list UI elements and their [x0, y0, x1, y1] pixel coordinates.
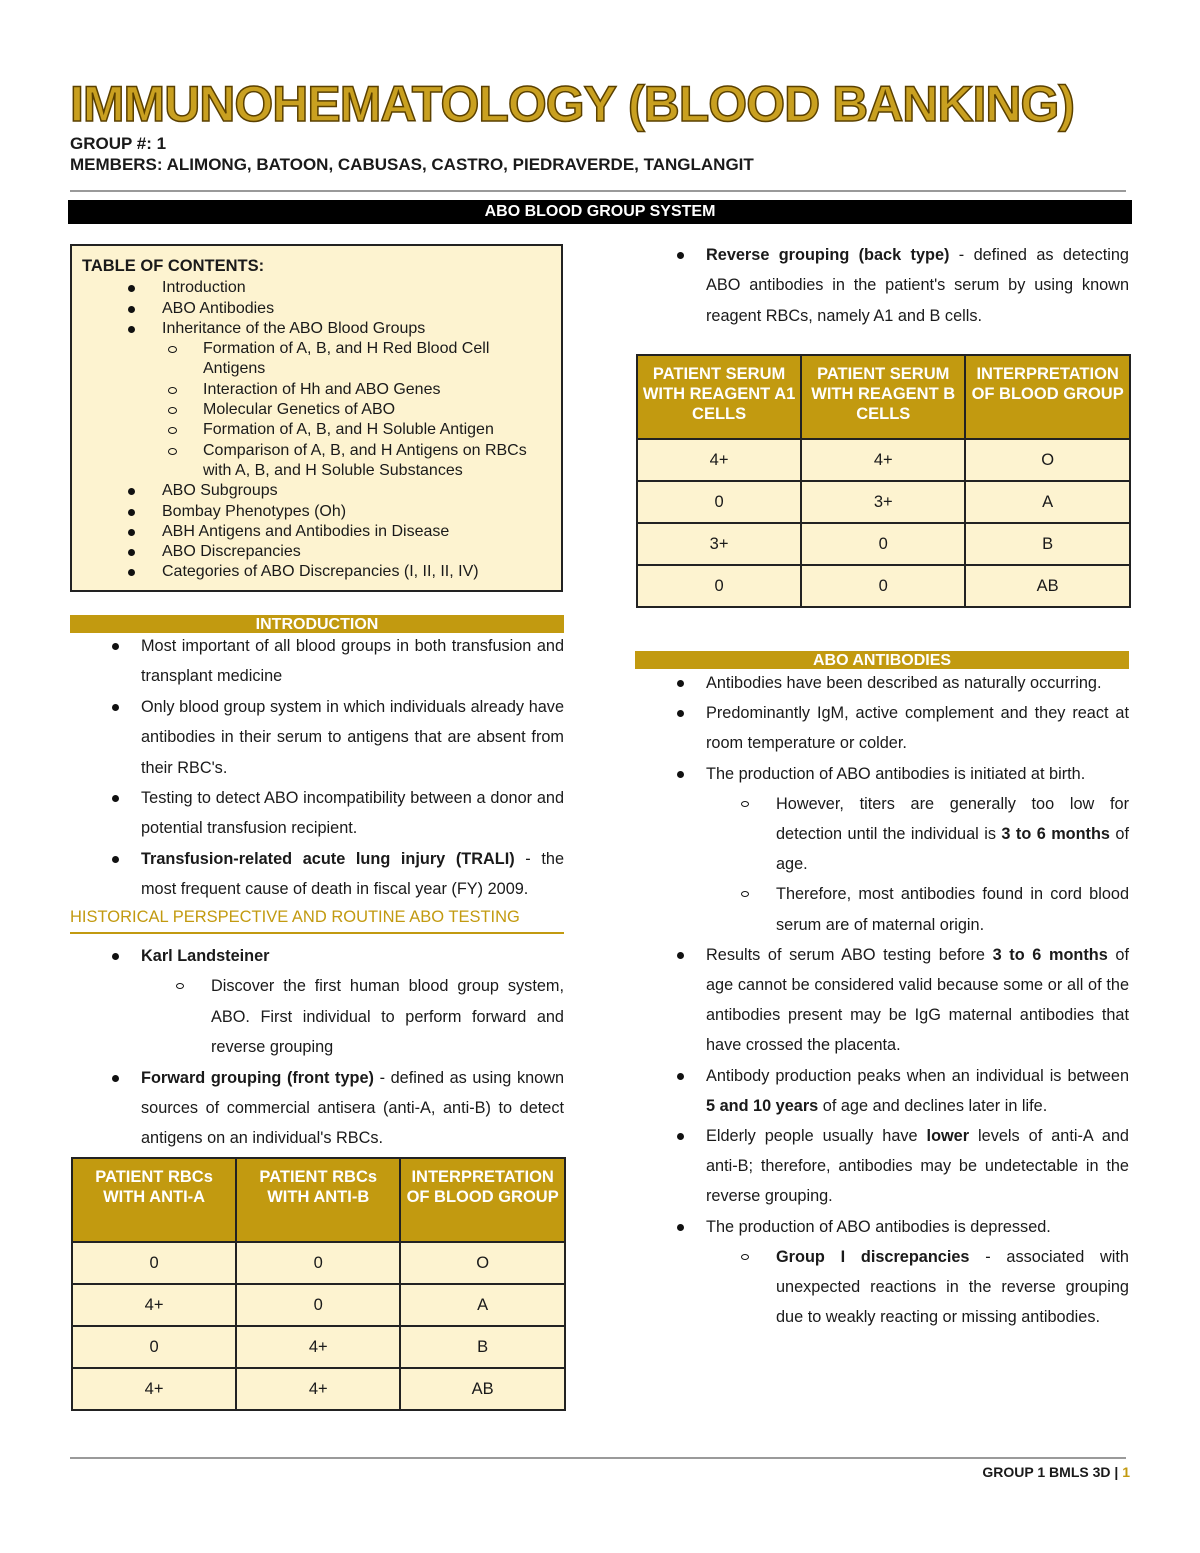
- column-header: PATIENT RBCs WITH ANTI-B: [236, 1158, 400, 1242]
- column-header: INTERPRETATION OF BLOOD GROUP: [400, 1158, 565, 1242]
- reverse-grouping-bullet: [635, 240, 1129, 331]
- toc-item: ABO Subgroups: [82, 481, 551, 501]
- table-cell: 3+: [637, 523, 801, 565]
- toc-subitem: Interaction of Hh and ABO Genes: [82, 380, 551, 400]
- table-header-row: [72, 1158, 565, 1242]
- reverse-grouping-section: [635, 240, 1129, 331]
- intro-bullet: Most important of all blood groups in both transfusion and transplant medicine: [70, 631, 564, 692]
- bullet-text: of age cannot be considered valid because some or all of the antibodies present may be IgG maternal antibodies that have crossed the placenta.: [706, 945, 1130, 1055]
- table-cell: 3+: [801, 481, 965, 523]
- toc-item: Bombay Phenotypes (Oh): [82, 502, 551, 522]
- table-cell: 4+: [236, 1368, 400, 1410]
- table-row: [72, 1284, 565, 1326]
- table-cell: 0: [637, 565, 801, 607]
- footer-label: GROUP 1 BMLS 3D |: [982, 1464, 1123, 1480]
- table-row: [637, 481, 1130, 523]
- bullet-text: Results of serum ABO testing before: [706, 945, 993, 964]
- reverse-grouping-table: [636, 354, 1131, 608]
- antibody-bullet: The production of ABO antibodies is depressed.: [635, 1212, 1129, 1242]
- reverse-grouping-definition: - defined as detecting ABO antibodies in the patient's serum by using known reagent RBCs, namely A1 and B cells.: [706, 246, 1129, 325]
- table-cell: 4+: [72, 1368, 236, 1410]
- intro-bullet: Only blood group system in which individuals already have antibodies in their serum to antigens that are absent from their RBC's.: [70, 692, 564, 783]
- table-cell: O: [965, 439, 1130, 481]
- section-title-bar: ABO BLOOD GROUP SYSTEM: [68, 200, 1132, 224]
- forward-grouping-definition: - defined as using known sources of commercial antisera (anti-A, anti-B) to detect antigens on an individual's RBCs.: [141, 1068, 565, 1148]
- trali-term: Transfusion-related acute lung injury (TRALI): [141, 849, 515, 868]
- table-cell: 0: [236, 1284, 400, 1326]
- bullet-text: levels of anti-A and anti-B; therefore, antibodies may be undetectable in the reverse grouping.: [706, 1127, 1129, 1206]
- trali-definition: - the most frequent cause of death in fiscal year (FY) 2009.: [141, 849, 564, 899]
- toc-title: TABLE OF CONTENTS:: [82, 257, 265, 275]
- landsteiner-name: Karl Landsteiner: [141, 947, 270, 965]
- toc-item: Introduction: [82, 278, 551, 298]
- historical-section: [70, 941, 564, 1154]
- page-number: 1: [1122, 1464, 1130, 1480]
- toc-subitem: Formation of A, B, and H Red Blood Cell Antigens: [82, 339, 551, 380]
- age-emphasis: 5 and 10 years: [706, 1096, 819, 1115]
- table-row: [637, 439, 1130, 481]
- table-cell: 0: [72, 1242, 236, 1284]
- toc-item: ABO Discrepancies: [82, 542, 551, 562]
- table-of-contents: [70, 244, 563, 592]
- intro-bullet: Testing to detect ABO incompatibility between a donor and potential transfusion recipient.: [70, 783, 564, 844]
- toc-subitem: Molecular Genetics of ABO: [82, 400, 551, 420]
- toc-item: ABO Antibodies: [82, 299, 551, 319]
- table-cell: 0: [801, 565, 965, 607]
- table-cell: AB: [965, 565, 1130, 607]
- column-header: PATIENT SERUM WITH REAGENT B CELLS: [801, 355, 965, 439]
- table-cell: 4+: [236, 1326, 400, 1368]
- level-emphasis: lower: [926, 1127, 970, 1146]
- toc-item: Inheritance of the ABO Blood Groups: [82, 319, 551, 339]
- introduction-heading: INTRODUCTION: [70, 615, 564, 633]
- table-cell: 4+: [801, 439, 965, 481]
- table-cell: A: [965, 481, 1130, 523]
- group-i-term: Group I discrepancies: [776, 1247, 970, 1266]
- group-number: GROUP #: 1: [70, 134, 167, 153]
- landsteiner-bullet: [70, 941, 564, 971]
- toc-item: ABH Antigens and Antibodies in Disease: [82, 522, 551, 542]
- toc-subitem: Comparison of A, B, and H Antigens on RBCs with A, B, and H Soluble Substances: [82, 441, 551, 482]
- column-header: PATIENT SERUM WITH REAGENT A1 CELLS: [637, 355, 801, 439]
- page-footer: [982, 1464, 1130, 1480]
- table-row: [637, 565, 1130, 607]
- table-row: [72, 1368, 565, 1410]
- document-title: IMMUNOHEMATOLOGY (BLOOD BANKING): [70, 76, 1075, 132]
- reverse-grouping-term: Reverse grouping (back type): [706, 246, 950, 264]
- table-cell: 4+: [72, 1284, 236, 1326]
- historical-heading: HISTORICAL PERSPECTIVE AND ROUTINE ABO TESTING: [70, 908, 564, 934]
- bullet-text: of age and declines later in life.: [818, 1096, 1048, 1115]
- antibody-bullet: [635, 1061, 1129, 1121]
- table-cell: 0: [637, 481, 801, 523]
- age-emphasis: 3 to 6 months: [1001, 825, 1110, 844]
- table-cell: A: [400, 1284, 565, 1326]
- abo-antibodies-section: [635, 668, 1129, 1332]
- table-row: [637, 523, 1130, 565]
- intro-bullet: [70, 844, 564, 905]
- forward-grouping-term: Forward grouping (front type): [141, 1068, 374, 1087]
- antibody-bullet: Antibodies have been described as naturally occurring.: [635, 668, 1129, 698]
- table-row: [72, 1326, 565, 1368]
- antibody-bullet: [635, 1121, 1129, 1212]
- forward-grouping-table: [71, 1157, 566, 1411]
- antibody-subbullet: [635, 789, 1129, 880]
- table-cell: B: [400, 1326, 565, 1368]
- table-row: [72, 1242, 565, 1284]
- group-members: MEMBERS: ALIMONG, BATOON, CABUSAS, CASTRO, PIEDRAVERDE, TANGLANGIT: [70, 155, 754, 174]
- table-cell: 0: [801, 523, 965, 565]
- table-cell: AB: [400, 1368, 565, 1410]
- column-header: INTERPRETATION OF BLOOD GROUP: [965, 355, 1130, 439]
- forward-grouping-bullet: [70, 1063, 564, 1154]
- antibody-bullet: [635, 940, 1129, 1061]
- footer-divider: [70, 1457, 1126, 1459]
- table-header-row: [637, 355, 1130, 439]
- table-cell: 4+: [637, 439, 801, 481]
- bullet-text: Antibody production peaks when an individual is between: [706, 1066, 1129, 1085]
- abo-antibodies-heading: ABO ANTIBODIES: [635, 651, 1129, 669]
- toc-item: Categories of ABO Discrepancies (I, II, II, IV): [82, 562, 551, 582]
- table-cell: 0: [236, 1242, 400, 1284]
- antibody-subbullet: [635, 1242, 1129, 1333]
- antibody-subbullet: Therefore, most antibodies found in cord blood serum are of maternal origin.: [635, 879, 1129, 939]
- header-divider: [70, 190, 1126, 192]
- antibody-bullet: The production of ABO antibodies is initiated at birth.: [635, 759, 1129, 789]
- age-emphasis: 3 to 6 months: [992, 945, 1108, 964]
- introduction-section: [70, 631, 564, 905]
- antibody-bullet: Predominantly IgM, active complement and they react at room temperature or colder.: [635, 698, 1129, 758]
- landsteiner-subbullet: Discover the first human blood group system, ABO. First individual to perform forward and reverse grouping: [70, 971, 564, 1062]
- table-cell: 0: [72, 1326, 236, 1368]
- subbullet-text: of age.: [776, 825, 1129, 874]
- table-cell: O: [400, 1242, 565, 1284]
- subbullet-text: However, titers are generally too low for detection until the individual is: [776, 794, 1129, 844]
- toc-list: [82, 278, 551, 582]
- column-header: PATIENT RBCs WITH ANTI-A: [72, 1158, 236, 1242]
- group-i-definition: - associated with unexpected reactions in the reverse grouping due to weakly reacting or missing antibodies.: [776, 1247, 1129, 1327]
- table-cell: B: [965, 523, 1130, 565]
- bullet-text: Elderly people usually have: [706, 1127, 927, 1146]
- toc-subitem: Formation of A, B, and H Soluble Antigen: [82, 420, 551, 440]
